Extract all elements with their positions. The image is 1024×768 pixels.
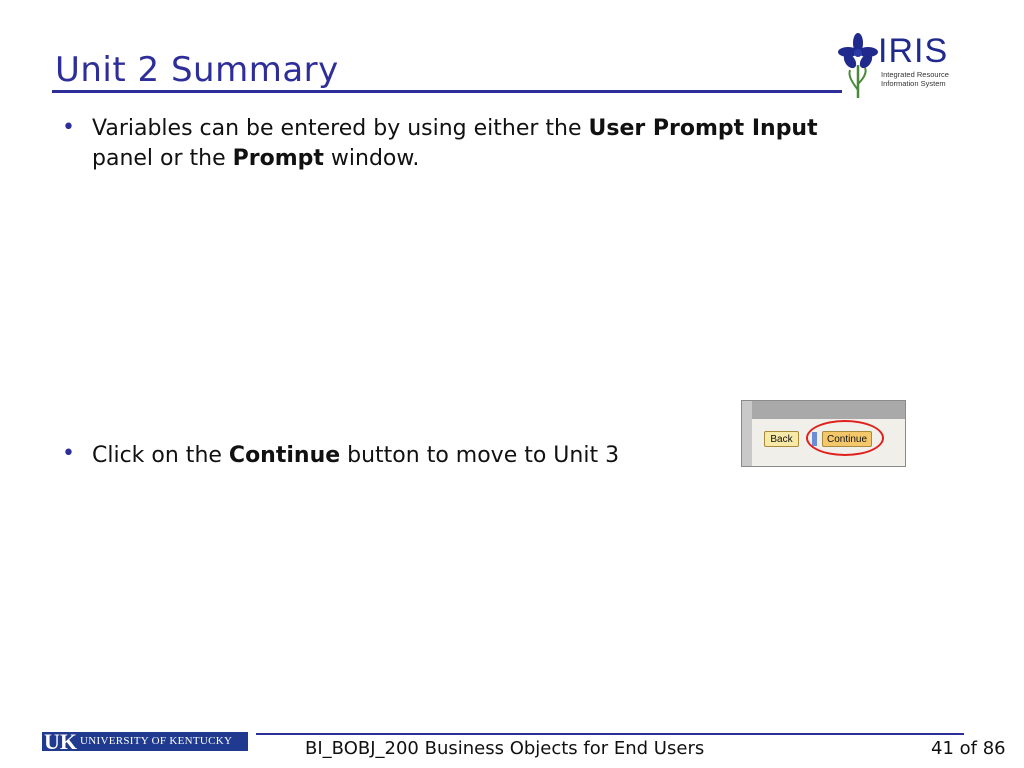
uk-monogram: UK (44, 729, 77, 754)
logo-subtitle-line1: Integrated Resource (881, 70, 949, 79)
iris-logo (838, 30, 956, 100)
highlight-circle (806, 420, 884, 456)
continue-button: Continue (822, 431, 872, 447)
bullet-2-part-2: button to move to Unit 3 (340, 443, 620, 468)
title-underline (52, 90, 842, 93)
bullet-1-part-0: Variables can be entered by using either the (92, 116, 589, 141)
bullet-1-part-4: window. (323, 146, 420, 171)
bullet-2-part-0: Click on the (92, 443, 229, 468)
bullet-marker: • (62, 441, 75, 466)
footer-course-title: BI_BOBJ_200 Business Objects for End Users (305, 738, 705, 759)
screenshot-side-strip (742, 401, 752, 466)
bullet-text-1 (92, 114, 892, 174)
footer-rule (256, 733, 964, 735)
logo-subtitle (881, 70, 949, 88)
university-name: UNIVERSITY OF KENTUCKY (80, 735, 233, 747)
logo-subtitle-line2: Information System (881, 79, 946, 88)
slide-title: Unit 2 Summary (55, 50, 339, 90)
back-button: Back (764, 431, 799, 447)
iris-flower-icon (838, 32, 878, 100)
bullet-1-part-3: Prompt (232, 146, 324, 171)
bullet-1-part-1: User Prompt Input (588, 116, 818, 141)
screenshot-toolbar-strip (742, 401, 905, 419)
bullet-1-part-2: panel or the (92, 146, 233, 171)
page-number: 41 of 86 (931, 738, 1006, 759)
continue-button-screenshot (741, 400, 906, 467)
bullet-marker: • (62, 115, 75, 140)
bullet-2-part-1: Continue (228, 443, 341, 468)
logo-wordmark: IRIS (878, 32, 949, 70)
university-of-kentucky-logo (42, 729, 248, 754)
